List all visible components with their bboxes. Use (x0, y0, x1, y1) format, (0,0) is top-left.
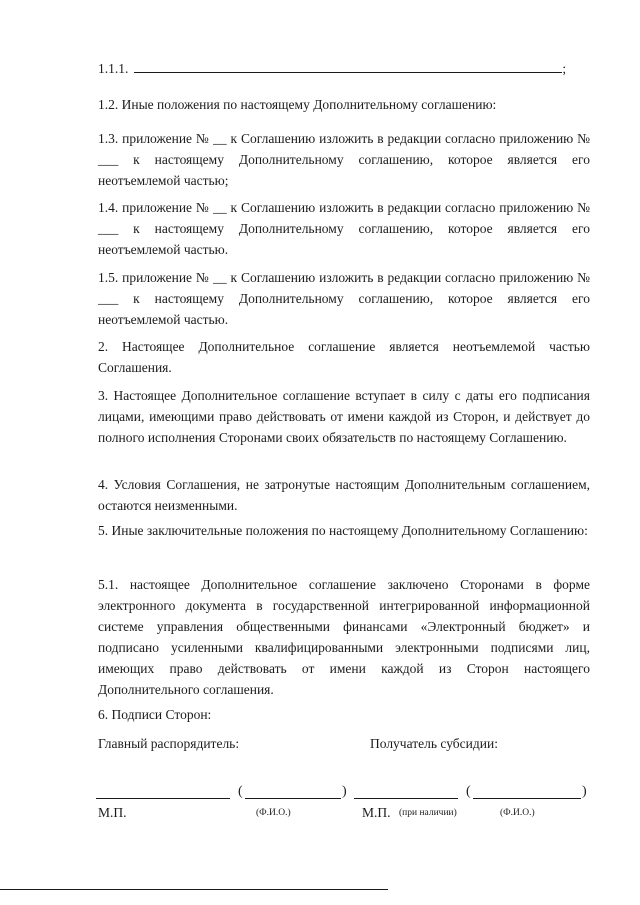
left-seal-label: М.П. (98, 805, 127, 820)
paragraph-1-5: 1.5. приложение № __ к Соглашению изложить в редакции согласно приложению № ___ к настоящему Дополнительному соглашению, которое является его неотъемлемой частью. (98, 270, 590, 327)
clause-1-1-1-blank (134, 60, 562, 73)
left-fio-close-bracket: ) (342, 784, 347, 799)
right-seal-label: М.П. (362, 805, 391, 820)
right-signature-line (354, 797, 458, 799)
right-fio-caption: (Ф.И.О.) (500, 808, 535, 818)
clause-1-1-1 (98, 60, 578, 77)
paragraph-4: 4. Условия Соглашения, не затронутые настоящим Дополнительным соглашением, остаются неизменными. (98, 477, 590, 513)
right-fio-close-bracket: ) (582, 784, 587, 799)
paragraph-3: 3. Настоящее Дополнительное соглашение вступает в силу с даты его подписания лицами, имеющими право действовать от имени каждой из Сторон, и действует до полного исполнения Сторонами своих обязательств по настоящему Соглашению. (98, 388, 590, 445)
right-fio-open-bracket: ( (466, 784, 471, 799)
left-fio-caption: (Ф.И.О.) (256, 808, 291, 818)
footer-rule (0, 889, 388, 890)
right-seal-note: (при наличии) (399, 808, 457, 818)
paragraph-5: 5. Иные заключительные положения по настоящему Дополнительному Соглашению: (98, 523, 588, 538)
paragraph-6: 6. Подписи Сторон: (98, 707, 212, 722)
paragraph-1-4: 1.4. приложение № __ к Соглашению изложить в редакции согласно приложению № ___ к настоящему Дополнительному соглашению, которое является его неотъемлемой частью. (98, 200, 590, 257)
clause-1-1-1-number: 1.1.1. (98, 61, 129, 76)
left-fio-line (245, 797, 341, 799)
paragraph-1-2: 1.2. Иные положения по настоящему Дополнительному соглашению: (98, 97, 497, 112)
right-signatory-label: Получатель субсидии: (370, 736, 498, 751)
left-fio-open-bracket: ( (238, 784, 243, 799)
left-signatory-label: Главный распорядитель: (98, 736, 240, 751)
clause-1-1-1-trailing: ; (562, 61, 567, 76)
paragraph-1-3: 1.3. приложение № __ к Соглашению изложить в редакции согласно приложению № ___ к настоящему Дополнительному соглашению, которое является его неотъемлемой частью; (98, 131, 590, 188)
paragraph-5-1: 5.1. настоящее Дополнительное соглашение заключено Сторонами в форме электронного документа в государственной интегрированной информационной системе управления общественными финансами «Электронный бюджет» и подписано усиленными квалифицированными электронными подписями лиц, имеющих право действовать от имени каждой из Сторон настоящего Дополнительного соглашения. (98, 577, 590, 697)
paragraph-2: 2. Настоящее Дополнительное соглашение является неотъемлемой частью Соглашения. (98, 339, 590, 375)
right-fio-line (473, 797, 581, 799)
left-signature-line (96, 797, 230, 799)
